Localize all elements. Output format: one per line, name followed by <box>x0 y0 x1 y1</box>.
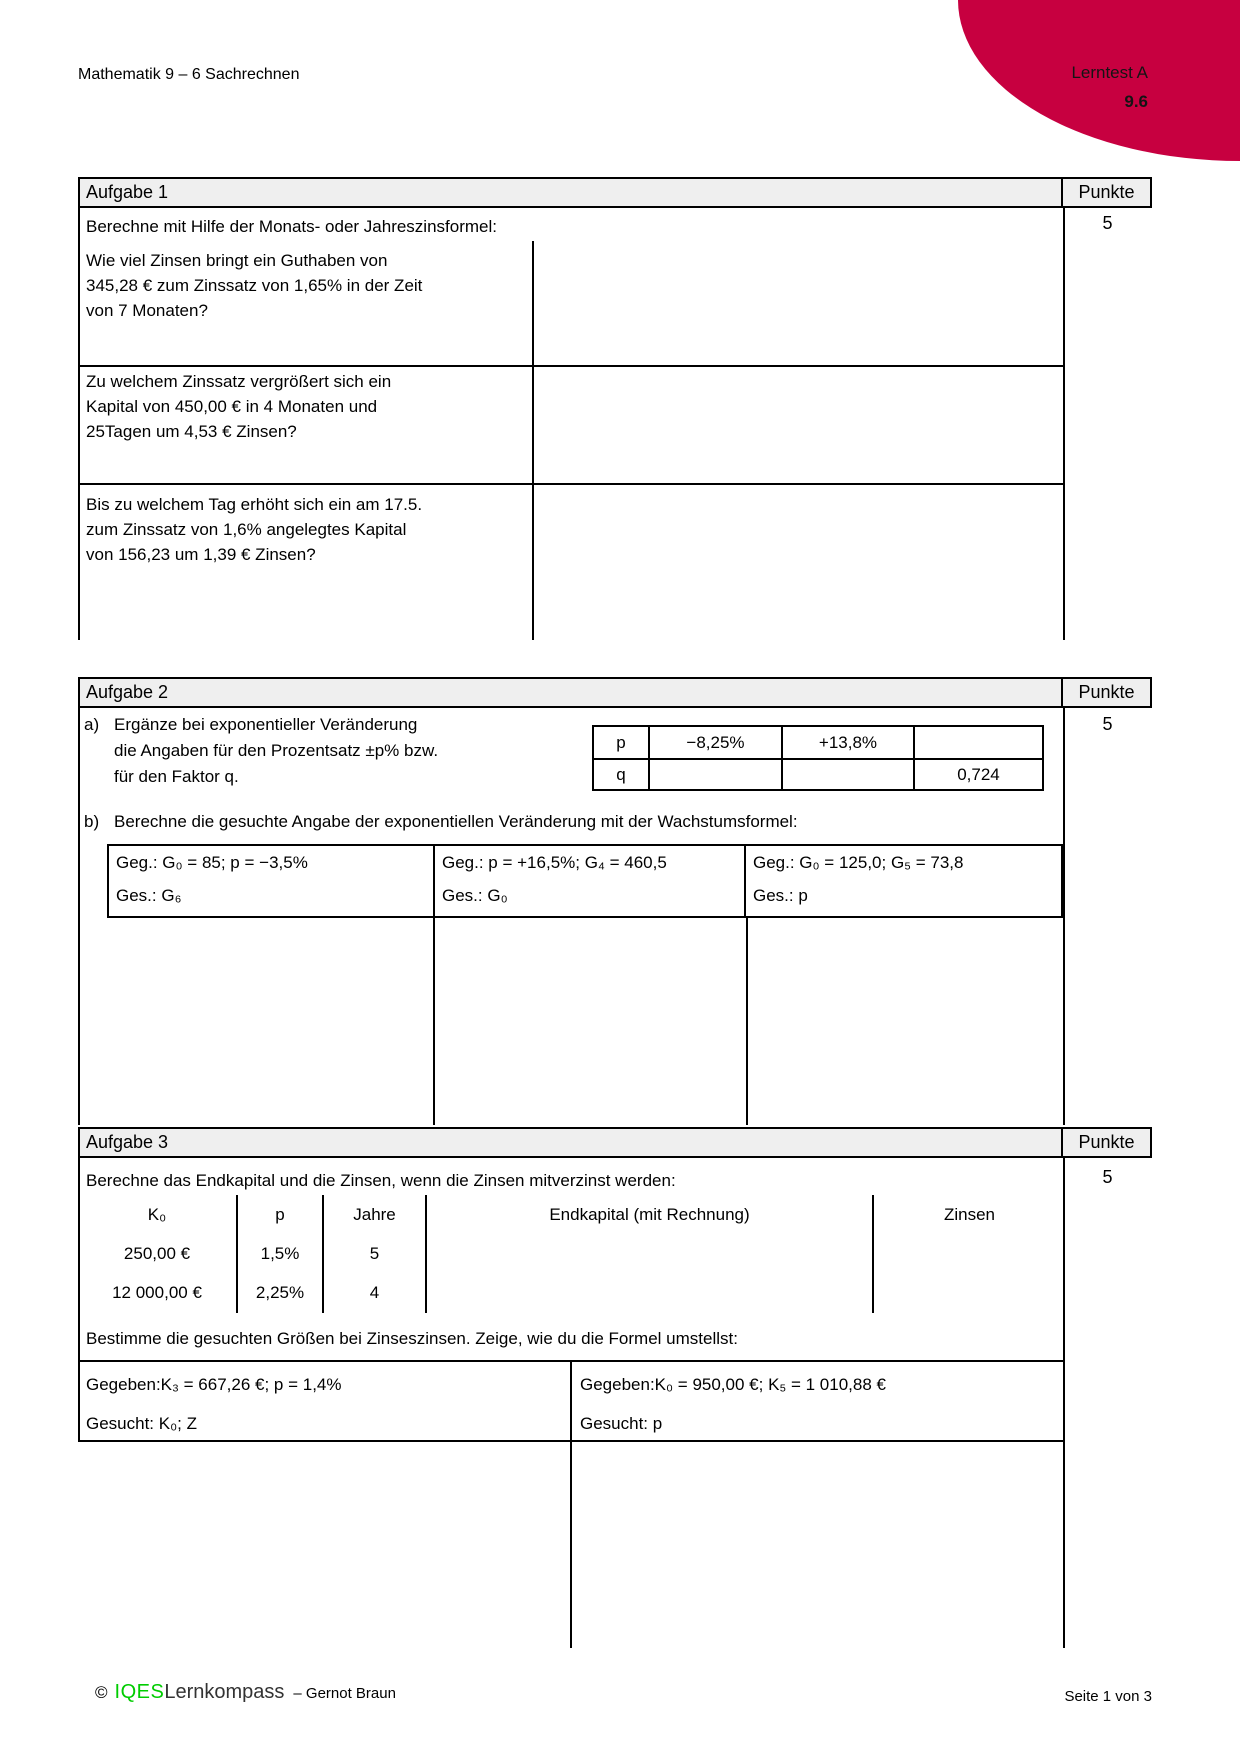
zins-header-zinsen: Zinsen <box>943 1204 996 1224</box>
zins-col-zinsen <box>874 1195 1065 1313</box>
table-left-border <box>78 708 80 1125</box>
b-col-3-wanted: Ges.: p <box>753 886 808 905</box>
copyright-icon: © <box>95 1683 108 1702</box>
task3-middle-text: Bestimme die gesuchten Größen bei Zinseszinsen. Zeige, wie du die Formel umstellst: <box>86 1329 738 1348</box>
test-number: 9.6 <box>1124 92 1148 111</box>
zins-header-endkapital: Endkapital (mit Rechnung) <box>549 1204 750 1224</box>
zins-header-jahre: Jahre <box>353 1204 396 1224</box>
pq-q-value-1-empty <box>648 758 781 789</box>
given-1-gegeben: Gegeben:K₃ = 667,26 €; p = 1,4% <box>86 1375 342 1394</box>
test-name: Lerntest A <box>1071 63 1148 82</box>
zins-col-p <box>238 1195 324 1313</box>
page-number: Seite 1 von 3 <box>1064 1688 1152 1705</box>
b-col-3 <box>744 846 1061 916</box>
task1-points-label: Punkte <box>1061 179 1150 206</box>
task2-title: Aufgabe 2 <box>86 682 169 702</box>
pq-label-p: p <box>616 732 626 752</box>
task2-points-label: Punkte <box>1061 679 1150 706</box>
task2-a-line1: Ergänze bei exponentieller Veränderung <box>114 715 418 734</box>
pq-p-value-2: +13,8% <box>781 727 913 758</box>
task3-title: Aufgabe 3 <box>86 1132 169 1152</box>
answer-column-divider <box>746 918 748 1125</box>
task3-section <box>78 1127 1152 1648</box>
row-divider <box>78 365 1065 367</box>
zins-table <box>78 1195 1065 1313</box>
task3-points-value: 5 <box>1102 1167 1113 1187</box>
task3-points-label: Punkte <box>1061 1129 1150 1156</box>
task1-question-3: Bis zu welchem Tag erhöht sich ein am 17.5. zum Zinssatz von 1,6% angelegtes Kapital von 156,23 um 1,39 € Zinsen? <box>86 495 423 564</box>
task2-points-value: 5 <box>1102 714 1113 734</box>
answer-cell <box>874 1273 1065 1312</box>
row-divider <box>78 483 1065 485</box>
task1-question-2: Zu welchem Zinssatz vergrößert sich ein Kapital von 450,00 € in 4 Monaten und 25Tagen um 4,53 € Zinsen? <box>86 372 392 441</box>
b-col-2-given: Geg.: p = +16,5%; G₄ = 460,5 <box>442 853 667 872</box>
task3-intro: Berechne das Endkapital und die Zinsen, wenn die Zinsen mitverzinst werden: <box>86 1171 676 1190</box>
footer-iqes: IQES <box>114 1681 165 1703</box>
task3-header-row <box>78 1127 1152 1158</box>
b-col-2-wanted: Ges.: G₀ <box>442 886 508 905</box>
b-col-2 <box>433 846 744 916</box>
pq-label-q: q <box>594 758 648 789</box>
task1-title: Aufgabe 1 <box>86 182 169 202</box>
task2-a-line3: für den Faktor q. <box>114 767 239 786</box>
task2-b-table <box>107 844 1063 918</box>
pq-q-value-2-empty <box>781 758 913 789</box>
zins-col-k0 <box>78 1195 238 1313</box>
pq-p-value-3-empty <box>913 727 1042 758</box>
test-badge-text <box>1071 58 1148 116</box>
task2-b-label: b) <box>84 812 100 831</box>
zins-header-k0: K₀ <box>147 1204 167 1224</box>
zins-k0-row2: 12 000,00 € <box>112 1282 202 1302</box>
table-left-border <box>78 208 80 640</box>
task2-section <box>78 677 1152 1125</box>
answer-cell <box>427 1234 872 1273</box>
footer-brand <box>95 1681 396 1704</box>
task2-a-text <box>114 712 438 790</box>
footer-lernkompass: Lernkompass <box>164 1681 285 1703</box>
b-col-1-given: Geg.: G₀ = 85; p = −3,5% <box>116 853 308 872</box>
given-2-gesucht: Gesucht: p <box>580 1414 663 1433</box>
task2-a-line2: die Angaben für den Prozentsatz ±p% bzw. <box>114 741 439 760</box>
zins-p-row2: 2,25% <box>255 1282 305 1302</box>
pq-p-value-1: −8,25% <box>648 727 781 758</box>
zins-p-row1: 1,5% <box>260 1243 300 1263</box>
course-title: Mathematik 9 – 6 Sachrechnen <box>78 66 300 83</box>
task1-section <box>78 177 1152 640</box>
task1-question-1: Wie viel Zinsen bringt ein Guthaben von 345,28 € zum Zinssatz von 1,65% in der Zeit von 7 Monaten? <box>86 251 423 320</box>
task1-header-row <box>78 177 1152 208</box>
given-column-divider <box>570 1360 572 1648</box>
zins-col-endkapital <box>427 1195 874 1313</box>
zins-header-p: p <box>275 1204 285 1224</box>
task1-points-value: 5 <box>1102 213 1113 233</box>
task1-intro: Berechne mit Hilfe der Monats- oder Jahreszinsformel: <box>86 217 497 236</box>
pq-q-value-3: 0,724 <box>913 758 1042 789</box>
b-col-1-wanted: Ges.: G₆ <box>116 886 182 905</box>
points-column-divider <box>1063 208 1065 640</box>
points-column-divider <box>1063 708 1065 1125</box>
answer-column-divider <box>433 918 435 1125</box>
zins-jahre-row2: 4 <box>369 1282 380 1302</box>
pq-table <box>592 725 1044 791</box>
zins-jahre-row1: 5 <box>369 1243 380 1263</box>
b-col-3-given: Geg.: G₀ = 125,0; G₅ = 73,8 <box>753 853 964 872</box>
given-2-gegeben: Gegeben:K₀ = 950,00 €; K₅ = 1 010,88 € <box>580 1375 886 1394</box>
answer-cell <box>874 1234 1065 1273</box>
question-answer-divider <box>532 241 534 640</box>
task2-header-row <box>78 677 1152 708</box>
given-1-gesucht: Gesucht: K₀; Z <box>86 1414 197 1433</box>
b-col-1 <box>109 846 433 916</box>
zins-k0-row1: 250,00 € <box>123 1243 191 1263</box>
task2-b-text: Berechne die gesuchte Angabe der exponentiellen Veränderung mit der Wachstumsformel: <box>114 812 798 831</box>
zins-col-jahre <box>324 1195 427 1313</box>
footer-author: – Gernot Braun <box>293 1685 396 1702</box>
task2-a-label: a) <box>84 715 100 734</box>
answer-cell <box>427 1273 872 1312</box>
